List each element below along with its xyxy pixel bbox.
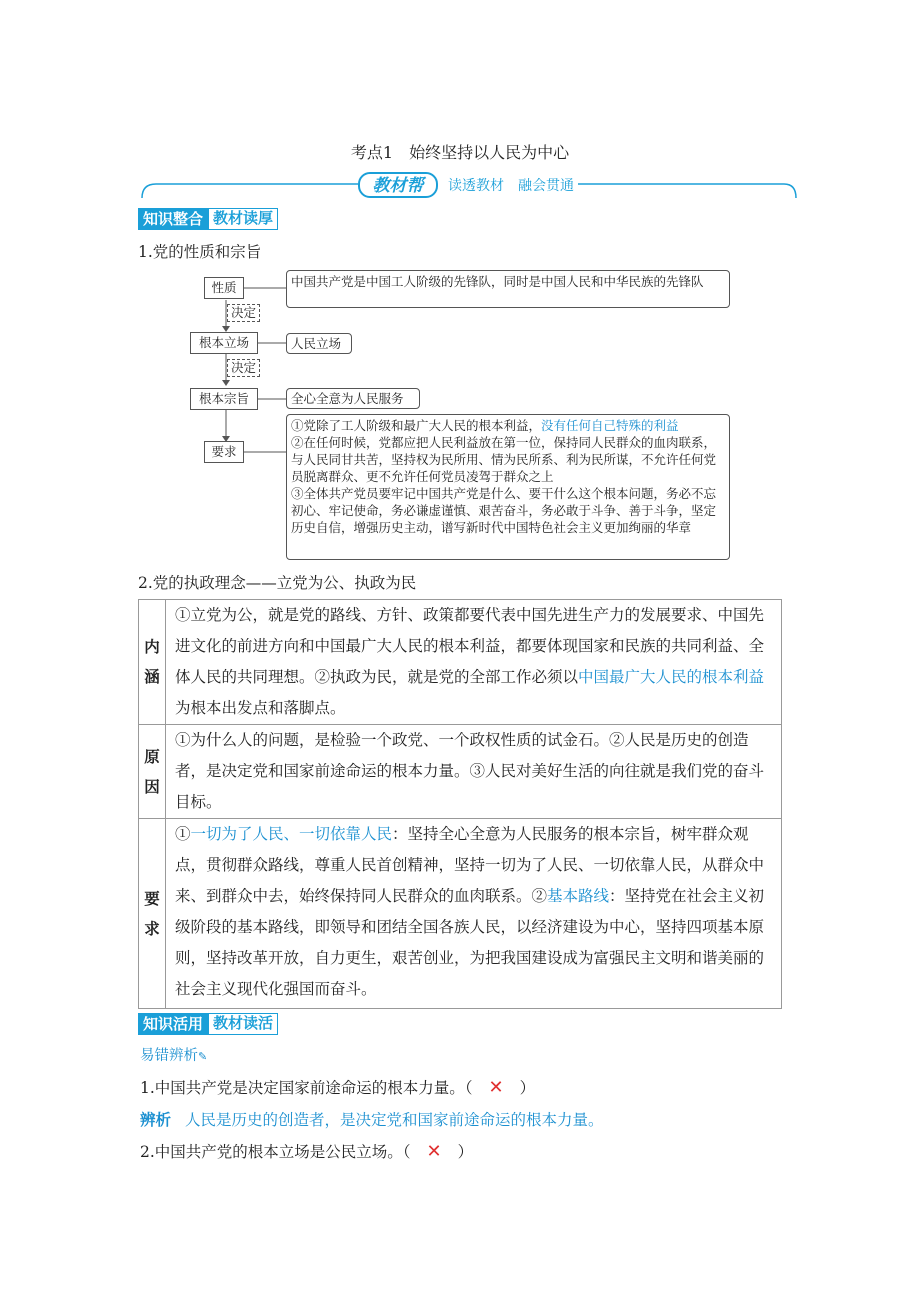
row3-text-a: ① bbox=[175, 825, 191, 843]
row3-highlight-1: 一切为了人民、一切依靠人民 bbox=[190, 825, 393, 843]
tag-primary: 知识整合 bbox=[138, 208, 208, 230]
row3-text-e: ：坚持党在社会主义初级阶段的基本路线，即领导和团结全国各族人民，以经济建设为中心，坚持四项基本原则，坚持改革开放，自力更生，艰苦创业，为把我国建设成为富强民主文明和谐美丽的社会主义现代化强国而奋斗。 bbox=[175, 887, 765, 998]
requirement-1-text: ①党除了工人阶级和最广大人民的根本利益， bbox=[291, 418, 542, 433]
nature-description: 中国共产党是中国工人阶级的先锋队，同时是中国人民和中华民族的先锋队 bbox=[286, 270, 730, 308]
row-label-text: 内涵 bbox=[144, 637, 160, 686]
errors-heading bbox=[140, 1044, 207, 1065]
node-requirement: 要求 bbox=[204, 441, 244, 463]
wrong-mark-icon: ✕ bbox=[426, 1141, 442, 1162]
section-tag-application bbox=[138, 1013, 278, 1035]
question-1-close: ） bbox=[519, 1079, 536, 1097]
analysis bbox=[140, 1108, 604, 1130]
section1-heading: 1.党的性质和宗旨 bbox=[138, 243, 262, 261]
row-label-text: 原因 bbox=[144, 746, 160, 796]
wrong-mark-icon: ✕ bbox=[488, 1077, 504, 1098]
purpose-description: 全心全意为人民服务 bbox=[286, 388, 420, 409]
row1-text-a: ①立党为公，就是党的路线、方针、政策都要代表中国先进生产力的发展要求、中国先进文化的前进方向和中国最广大人民的根本利益，都要体现国家和民族的共同利益、全体人民的共同理想。②执政为民，就是党的全部工作必须以 bbox=[175, 606, 765, 686]
stance-description: 人民立场 bbox=[286, 333, 352, 354]
page-title: 考点1 始终坚持以人民为中心 bbox=[350, 143, 570, 162]
question-1-text: 1.中国共产党是决定国家前途命运的根本力量。（ bbox=[140, 1079, 473, 1097]
pen-icon: ✎ bbox=[198, 1050, 208, 1063]
requirement-2: ②在任何时候，党都应把人民利益放在第一位，保持同人民群众的血肉联系，与人民同甘共苦，坚持权为民所用、情为民所系、利为民所谋，不允许任何党员脱离群众、更不允许任何党员凌驾于群众之上 bbox=[291, 435, 717, 484]
row-label-text: 要求 bbox=[144, 888, 160, 938]
row-body-requirement bbox=[166, 819, 782, 1009]
node-nature: 性质 bbox=[204, 277, 244, 299]
analysis-label: 辨析 bbox=[140, 1110, 172, 1129]
question-1 bbox=[140, 1076, 535, 1098]
decide-label-2: 决定 bbox=[227, 359, 260, 377]
row-label-requirement bbox=[139, 819, 166, 1009]
requirement-3: ③全体共产党员要牢记中国共产党是什么、要干什么这个根本问题，务必不忘初心、牢记使命，务必谦虚谨慎、艰苦奋斗，务必敢于斗争、善于斗争，坚定历史自信，增强历史主动，谱写新时代中国特色社会主义更加绚丽的华章 bbox=[291, 486, 717, 535]
tag-secondary: 教材读厚 bbox=[208, 208, 278, 230]
row3-text-c: ：坚持全心全意为人民服务的根本宗旨，树牢群众观点，贯彻群众路线，尊重人民首创精神，坚持一切为了人民、一切依靠人民，从群众中来、到群众中去，始终保持同人民群众的血肉联系。② bbox=[175, 825, 765, 905]
governance-table bbox=[138, 599, 782, 1009]
analysis-text: 人民是历史的创造者，是决定党和国家前途命运的根本力量。 bbox=[185, 1111, 604, 1129]
tag-primary: 知识活用 bbox=[138, 1013, 208, 1035]
row1-highlight: 中国最广大人民的根本利益 bbox=[578, 668, 765, 686]
row3-highlight-2: 基本路线 bbox=[547, 887, 610, 905]
table-row bbox=[139, 819, 782, 1009]
tag-secondary: 教材读活 bbox=[208, 1013, 278, 1035]
row1-text-c: 为根本出发点和落脚点。 bbox=[175, 699, 346, 717]
question-2-close: ） bbox=[457, 1143, 474, 1161]
textbook-logo: 教材帮 bbox=[358, 172, 438, 198]
row-label-reason bbox=[139, 725, 166, 819]
node-stance: 根本立场 bbox=[190, 332, 258, 354]
requirement-1-highlight: 没有任何自己特殊的利益 bbox=[541, 418, 679, 433]
errors-heading-text: 易错辨析 bbox=[140, 1048, 198, 1064]
question-2-text: 2.中国共产党的根本立场是公民立场。（ bbox=[140, 1143, 411, 1161]
node-purpose: 根本宗旨 bbox=[190, 388, 258, 410]
row-body-connotation bbox=[166, 600, 782, 725]
requirement-description bbox=[286, 414, 730, 560]
table-row bbox=[139, 600, 782, 725]
section-tag-integration bbox=[138, 208, 278, 230]
band-slogan: 读透教材 融会贯通 bbox=[448, 178, 574, 194]
decide-label-1: 决定 bbox=[227, 304, 260, 322]
question-2 bbox=[140, 1140, 473, 1162]
requirement-1 bbox=[291, 417, 725, 434]
row-body-reason: ①为什么人的问题，是检验一个政党、一个政权性质的试金石。②人民是历史的创造者，是决定党和国家前途命运的根本力量。③人民对美好生活的向往就是我们党的奋斗目标。 bbox=[166, 725, 782, 819]
row-label-connotation bbox=[139, 600, 166, 725]
section2-heading: 2.党的执政理念——立党为公、执政为民 bbox=[138, 574, 417, 592]
table-row bbox=[139, 725, 782, 819]
